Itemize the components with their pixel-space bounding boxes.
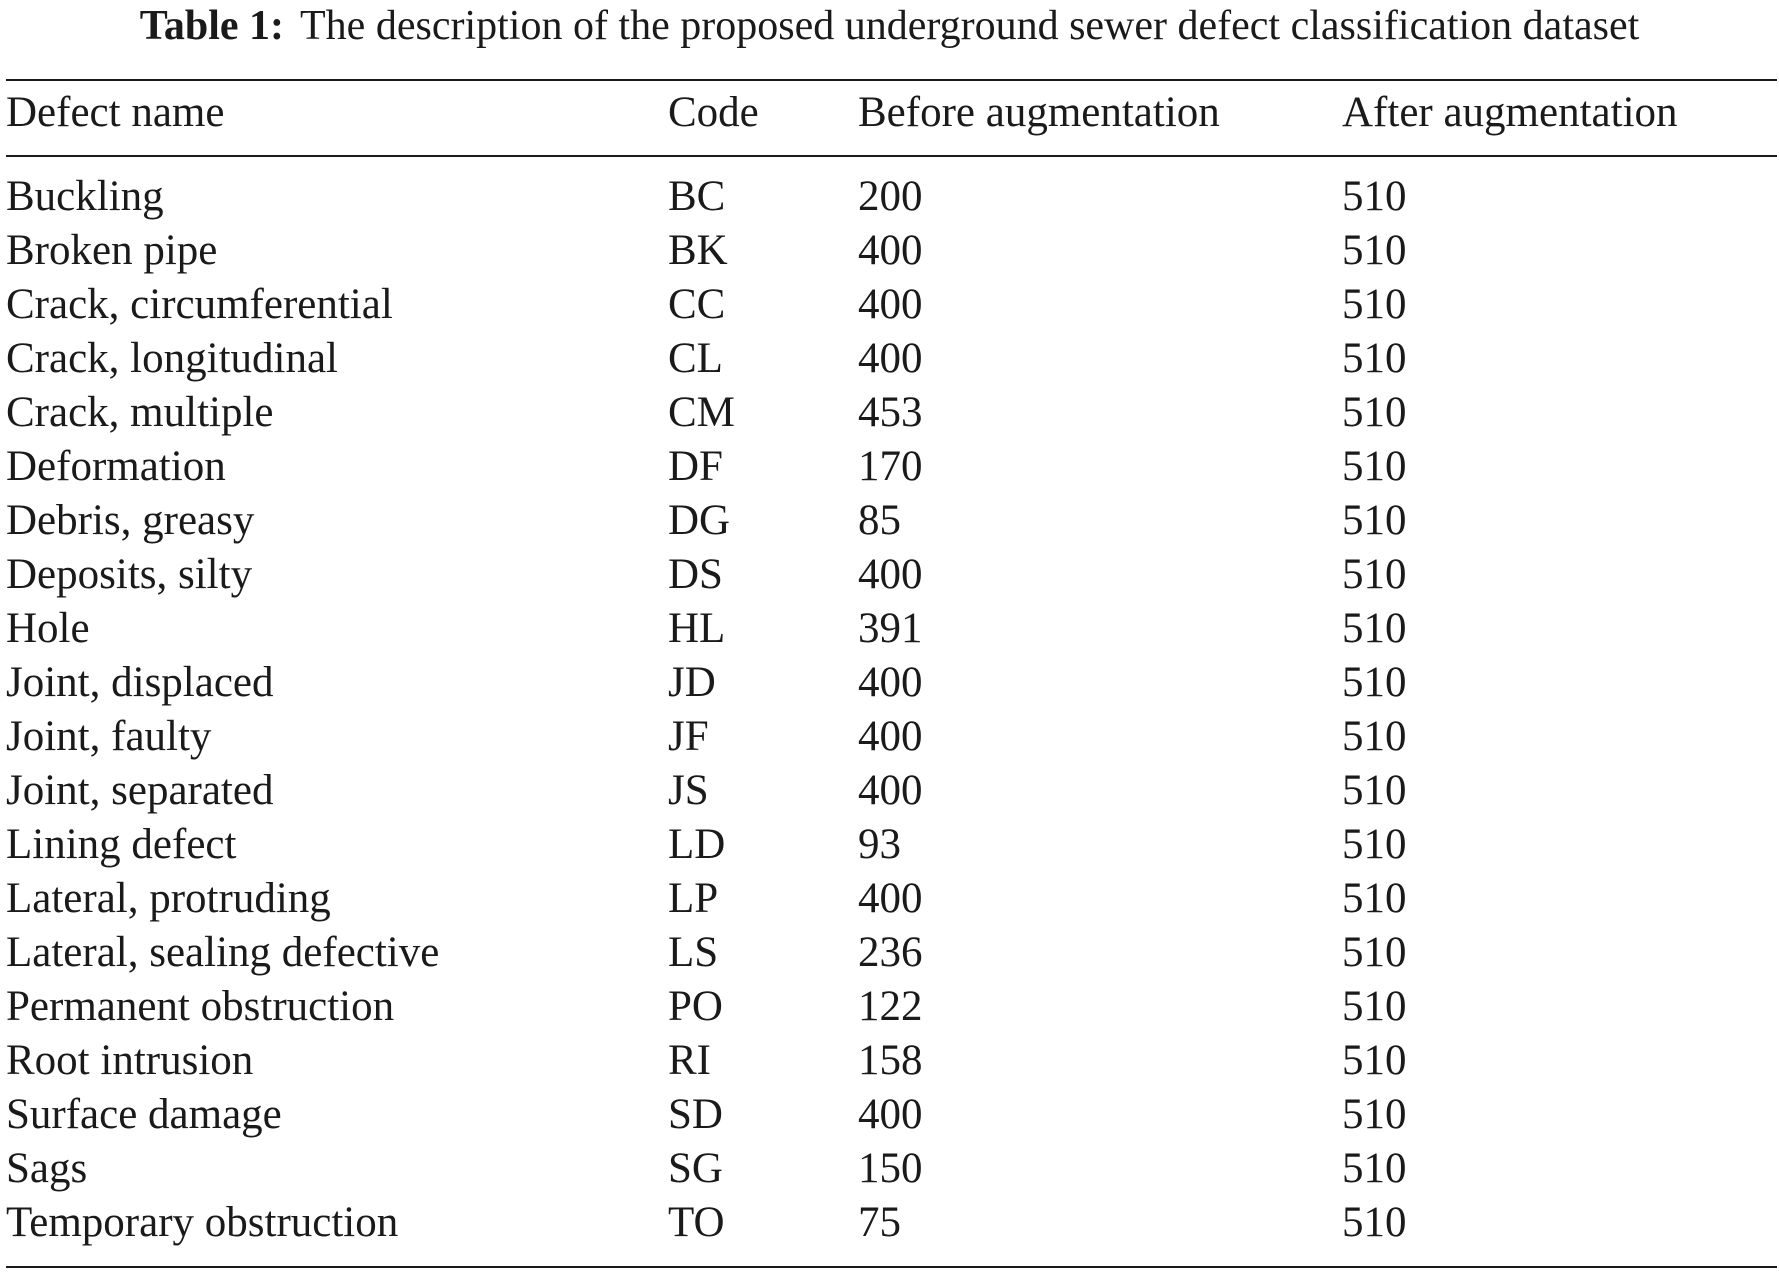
cell-before-augmentation: 158 [858, 1037, 923, 1084]
cell-before-augmentation: 400 [858, 227, 923, 274]
header-before-augmentation: Before augmentation [858, 89, 1220, 136]
cell-after-augmentation: 510 [1342, 443, 1407, 490]
caption-text: The description of the proposed underground sewer defect classification dataset [300, 3, 1640, 49]
cell-after-augmentation: 510 [1342, 173, 1407, 220]
table-row [6, 926, 1777, 980]
cell-code: CC [668, 281, 726, 328]
cell-after-augmentation: 510 [1342, 1037, 1407, 1084]
cell-before-augmentation: 150 [858, 1145, 923, 1192]
cell-before-augmentation: 400 [858, 659, 923, 706]
cell-code: RI [668, 1037, 711, 1084]
table-row [6, 602, 1777, 656]
table-row [6, 332, 1777, 386]
cell-before-augmentation: 93 [858, 821, 901, 868]
table-row [6, 1142, 1777, 1196]
cell-after-augmentation: 510 [1342, 605, 1407, 652]
cell-before-augmentation: 236 [858, 929, 923, 976]
cell-after-augmentation: 510 [1342, 875, 1407, 922]
table-bottom-rule [6, 1266, 1777, 1268]
cell-after-augmentation: 510 [1342, 497, 1407, 544]
cell-defect-name: Lateral, sealing defective [6, 929, 440, 976]
cell-after-augmentation: 510 [1342, 983, 1407, 1030]
cell-after-augmentation: 510 [1342, 659, 1407, 706]
table-row [6, 386, 1777, 440]
defect-table [6, 86, 1777, 1250]
cell-code: CM [668, 389, 735, 436]
cell-code: DS [668, 551, 723, 598]
cell-before-augmentation: 400 [858, 767, 923, 814]
cell-code: JF [668, 713, 709, 760]
cell-code: LD [668, 821, 726, 868]
cell-code: JS [668, 767, 709, 814]
cell-before-augmentation: 400 [858, 1091, 923, 1138]
cell-after-augmentation: 510 [1342, 551, 1407, 598]
cell-defect-name: Debris, greasy [6, 497, 255, 544]
cell-before-augmentation: 391 [858, 605, 923, 652]
table-row [6, 818, 1777, 872]
cell-defect-name: Buckling [6, 173, 164, 220]
cell-before-augmentation: 400 [858, 551, 923, 598]
cell-after-augmentation: 510 [1342, 281, 1407, 328]
cell-defect-name: Joint, displaced [6, 659, 274, 706]
cell-defect-name: Crack, longitudinal [6, 335, 338, 382]
cell-code: PO [668, 983, 723, 1030]
cell-after-augmentation: 510 [1342, 1091, 1407, 1138]
caption-label: Table 1: [139, 3, 285, 49]
cell-before-augmentation: 400 [858, 281, 923, 328]
cell-defect-name: Joint, separated [6, 767, 274, 814]
cell-before-augmentation: 453 [858, 389, 923, 436]
table-body [6, 156, 1777, 1250]
table-caption [0, 0, 1779, 52]
cell-after-augmentation: 510 [1342, 713, 1407, 760]
table-row [6, 278, 1777, 332]
cell-defect-name: Permanent obstruction [6, 983, 395, 1030]
cell-after-augmentation: 510 [1342, 767, 1407, 814]
cell-before-augmentation: 200 [858, 173, 923, 220]
table-row [6, 980, 1777, 1034]
cell-after-augmentation: 510 [1342, 929, 1407, 976]
cell-code: JD [668, 659, 716, 706]
table-row [6, 440, 1777, 494]
cell-defect-name: Temporary obstruction [6, 1199, 399, 1246]
cell-defect-name: Surface damage [6, 1091, 282, 1138]
table-row [6, 1196, 1777, 1250]
header-after-augmentation: After augmentation [1342, 89, 1678, 136]
cell-code: LP [668, 875, 719, 922]
table-row [6, 224, 1777, 278]
cell-defect-name: Sags [6, 1145, 88, 1192]
cell-defect-name: Lining defect [6, 821, 237, 868]
table-top-rule [6, 79, 1777, 81]
header-code: Code [668, 89, 759, 136]
cell-code: TO [668, 1199, 725, 1246]
cell-code: CL [668, 335, 723, 382]
cell-defect-name: Crack, circumferential [6, 281, 393, 328]
cell-before-augmentation: 122 [858, 983, 923, 1030]
table-row [6, 494, 1777, 548]
cell-after-augmentation: 510 [1342, 821, 1407, 868]
table-row [6, 156, 1777, 224]
cell-code: SD [668, 1091, 723, 1138]
cell-defect-name: Joint, faulty [6, 713, 212, 760]
cell-after-augmentation: 510 [1342, 1145, 1407, 1192]
cell-after-augmentation: 510 [1342, 227, 1407, 274]
cell-code: BK [668, 227, 728, 274]
cell-before-augmentation: 85 [858, 497, 901, 544]
cell-before-augmentation: 400 [858, 335, 923, 382]
cell-after-augmentation: 510 [1342, 335, 1407, 382]
table-row [6, 1088, 1777, 1142]
cell-defect-name: Broken pipe [6, 227, 218, 274]
table-row [6, 872, 1777, 926]
cell-defect-name: Root intrusion [6, 1037, 254, 1084]
table-row [6, 764, 1777, 818]
cell-code: SG [668, 1145, 723, 1192]
header-row [6, 86, 1777, 156]
table-header [6, 86, 1777, 156]
header-defect-name: Defect name [6, 89, 225, 136]
cell-defect-name: Crack, multiple [6, 389, 274, 436]
cell-defect-name: Deposits, silty [6, 551, 253, 598]
cell-defect-name: Deformation [6, 443, 226, 490]
cell-code: HL [668, 605, 726, 652]
cell-code: BC [668, 173, 726, 220]
cell-before-augmentation: 400 [858, 875, 923, 922]
cell-before-augmentation: 400 [858, 713, 923, 760]
table-row [6, 548, 1777, 602]
cell-code: LS [668, 929, 719, 976]
cell-code: DF [668, 443, 723, 490]
table-row [6, 710, 1777, 764]
cell-code: DG [668, 497, 731, 544]
cell-defect-name: Hole [6, 605, 90, 652]
cell-before-augmentation: 170 [858, 443, 923, 490]
cell-defect-name: Lateral, protruding [6, 875, 331, 922]
table-row [6, 1034, 1777, 1088]
cell-after-augmentation: 510 [1342, 389, 1407, 436]
cell-before-augmentation: 75 [858, 1199, 901, 1246]
cell-after-augmentation: 510 [1342, 1199, 1407, 1246]
table-row [6, 656, 1777, 710]
